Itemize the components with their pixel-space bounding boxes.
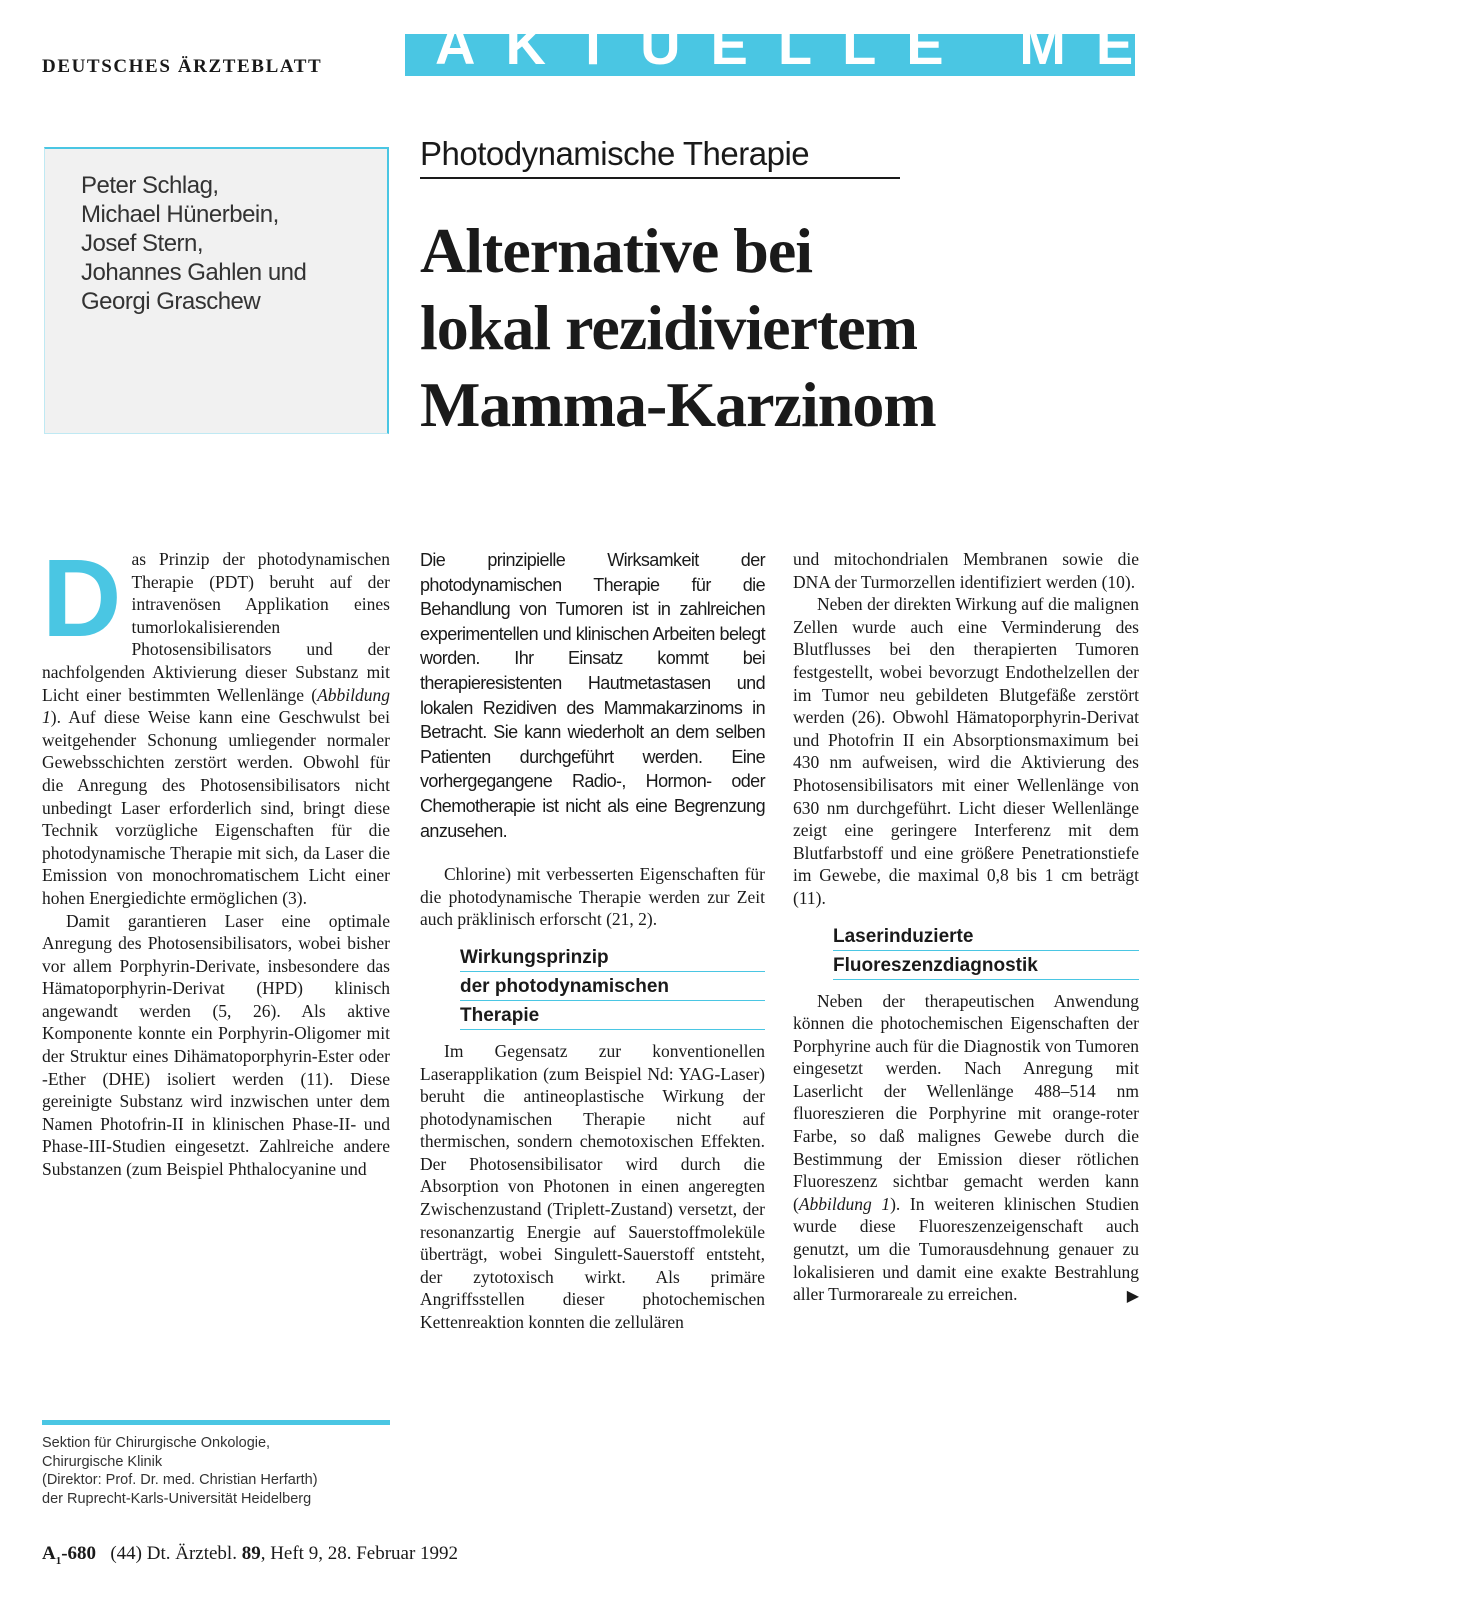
subheading: Laserinduzierte Fluoreszenzdiagnostik [833,922,1139,980]
title-line: Mamma-Karzinom [420,369,936,440]
author: Josef Stern, [81,230,204,257]
intro-paragraph: Die prinzipielle Wirksamkeit der photodynamischen Therapie für die Behandlung von Tumoren ist in zahlreichen experimentellen und klinischen Arbeiten belegt worden. Ihr Einsatz kommt bei therapieresistenten Hautmetastasen und lokalen Rezidiven des Mammakarzinoms in Betracht. Sie kann wiederholt an dem selben Patienten durchgeführt werden. Eine vorhergegangene Radio-, Hormon- oder Chemotherapie ist nicht als eine Begrenzung anzusehen. [420,550,765,841]
title-line: lokal rezidiviertem [420,292,917,363]
article-kicker: Photodynamische Therapie [420,135,900,179]
paragraph: Neben der therapeutischen Anwendung können die photochemischen Eigenschaften der Porphyrine auch für die Diagnostik von Tumoren eingesetzt werden. Nach Anregung mit Laserlicht der Wellenlänge 488–514 nm fluoreszieren die Porphyrine mit orange-roter Farbe, so daß malignes Gewebe durch die Bestimmung der Emission dieser rötlichen Fluoreszenz sichtbar gemacht werden kann (Abbildung 1). In weiteren klinischen Studien wurde diese Fluoreszenzeigenschaft auch genutzt, um die Tumorausdehnung genauer zu lokalisieren und damit eine exakte Bestrahlung aller Turmorareale zu erreichen. ▶ [793,990,1139,1306]
body-column-2 [420,548,765,1334]
paragraph: Das Prinzip der photodynamischen Therapie (PDT) beruht auf der intravenösen Applikation eines tumorlokalisierenden Photosensibilisators und der nachfolgenden Aktivierung dieser Substanz mit Licht einer bestimmten Wellenlänge (Abbildung 1). Auf diese Weise kann eine Geschwulst bei weitgehender Schonung umliegender normaler Gewebsschichten zerstört werden. Obwohl für die Anregung des Photosensibilisators nicht unbedingt Laser erforderlich sind, bringt diese Technik vorzügliche Eigenschaften für die photodynamische Therapie mit sich, da Laser die Emission von monochromatischem Licht einer hohen Energiedichte ermöglichen (3). [42,537,390,908]
section-banner [405,13,1459,76]
author: Johannes Gahlen und [81,259,307,286]
paragraph: und mitochondrialen Membranen sowie die DNA der Turmorzellen identifiziert werden (10). [793,549,1139,592]
section-title: AKTUELLE MEDIZIN [435,13,1459,76]
page-footer [42,1543,458,1567]
continue-arrow-icon: ▶ [1126,1286,1139,1306]
author: Georgi Graschew [81,288,261,315]
paragraph: Damit garantieren Laser eine optimale Anregung des Photosensibilisators, wobei bisher vor allem Porphyrin-Derivate, insbesondere das Hämatoporphyrin-Derivat (HPD) klinisch angewandt werden (5, 26). Als aktive Komponente konnte ein Porphyrin-Oligomer mit der Struktur eines Dihämatoporphyrin-Ester oder -Ether (DHE) isoliert werden (11). Diese gereinigte Substanz wird inzwischen unter dem Namen Photofrin-II in klinischen Phase-II- und Phase-III-Studien eingesetzt. Zahlreiche andere Substanzen (zum Beispiel Phthalocyanine und [42,910,390,1180]
paragraph: Neben der direkten Wirkung auf die malignen Zellen wurde auch eine Verminderung des Blutflusses bei den therapierten Tumoren festgestellt, wobei bevorzugt Endothelzellen der im Tumor neu gebildeten Blutgefäße zerstört werden (26). Obwohl Hämatoporphyrin-Derivat und Photofrin II ein Absorptionsmaximum bei 430 nm aufweisen, wird die Aktivierung des Photosensibilisators mit einer Wellenlänge von 630 nm durchgeführt. Licht dieser Wellenlänge zeigt eine geringere Interferenz mit dem Blutfarbstoff und eine größere Penetrationstiefe im Gewebe, die maximal 0,8 bis 1 cm beträgt (11). [793,594,1139,908]
body-column-1 [42,537,390,1181]
author: Michael Hünerbein, [81,201,279,228]
body-column-3 [793,548,1139,1308]
citation: (44) Dt. Ärztebl. [110,1543,237,1564]
issue-date: , Heft 9, 28. Februar 1992 [260,1543,459,1564]
author: Peter Schlag, [81,172,219,199]
paragraph: Chlorine) mit verbesserten Eigenschaften für die photodynamische Therapie werden zur Zeit auch präklinisch erforscht (21, 2). [420,864,765,930]
title-line: Alternative bei [420,215,812,286]
author-list [81,171,306,316]
page-number: $A_1-680$ [42,1543,97,1567]
paragraph: Im Gegensatz zur konventionellen Laserapplikation (zum Beispiel Nd: YAG-Laser) beruht die antineoplastische Wirkung der photodynamischen Therapie nicht auf thermischen, sondern chemotoxischen Effekten. Der Photosensibilisator wird durch die Absorption von Photonen in einen angeregten Zwischenzustand (Triplett-Zustand) versetzt, der resonanzartig Energie auf Sauerstoffmoleküle überträgt, wobei Singulett-Sauerstoff entsteht, der zytotoxisch wirkt. Als primäre Angriffsstellen dieser photochemischen Kettenreaktion konnten die zellulären [420,1040,765,1333]
volume: 89 [241,1543,261,1564]
article-title [420,212,936,443]
journal-name: DEUTSCHES ÄRZTEBLATT [42,56,323,77]
drop-cap: D [42,537,122,660]
author-box [44,147,389,434]
affiliation: Sektion für Chirurgische Onkologie, Chirurgische Klinik (Direktor: Prof. Dr. med. Christian Herfarth) der Ruprecht-Karls-Universität Heidelberg [42,1420,390,1508]
subheading: Wirkungsprinzip der photodynamischen Therapie [460,943,765,1030]
